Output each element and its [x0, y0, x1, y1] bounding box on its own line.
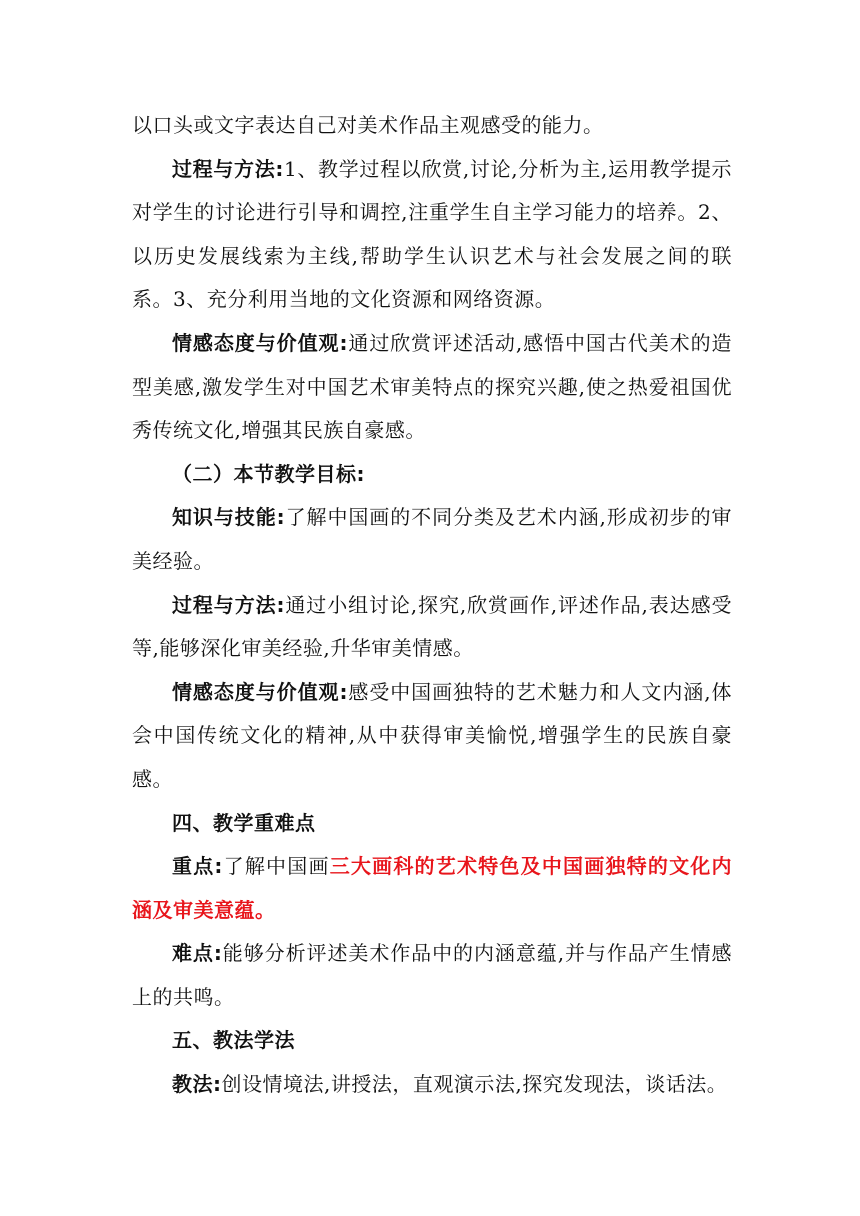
section-knowledge-text: 了解中国画的不同分类及艺术内涵,形成初步的审美经验。: [132, 505, 732, 573]
methods-heading-text: 五、教法学法: [172, 1028, 295, 1053]
section-process-paragraph: [132, 584, 732, 671]
section-goals-heading: [132, 453, 732, 497]
methods-heading: [132, 1019, 732, 1063]
focus-label: 重点:: [172, 854, 223, 879]
focus-text: 了解中国画: [222, 854, 330, 879]
section-emotion-text: 感受中国画独特的艺术魅力和人文内涵,体会中国传统文化的精神,从中获得审美愉悦,增强学生的民族自豪感。: [132, 679, 733, 791]
intro-text: 以口头或文字表达自己对美术作品主观感受的能力。: [132, 113, 604, 137]
section-emotion-label: 情感态度与价值观:: [172, 679, 348, 704]
course-process-label: 过程与方法:: [172, 156, 284, 181]
focus-highlight-text: 三大画科的艺术特色及中国画独特的文化内涵及审美意蕴。: [132, 854, 733, 922]
document-body: [132, 104, 732, 1107]
teaching-method-text: 创设情境法,讲授法，直观演示法,探究发现法，谈话法。: [221, 1072, 728, 1097]
focus-paragraph: [132, 845, 732, 932]
teaching-method-paragraph: [132, 1063, 732, 1107]
section-process-label: 过程与方法:: [172, 592, 285, 617]
section-goals-heading-text: （二）本节教学目标:: [172, 461, 365, 486]
course-process-text: 1、教学过程以欣赏,讨论,分析为主,运用教学提示对学生的讨论进行引导和调控,注重学生自主学习能力的培养。2、以历史发展线索为主线,帮助学生认识艺术与社会发展之间的联系。3、充分利用当地的文化资源和网络资源。: [132, 156, 733, 312]
course-emotion-label: 情感态度与价值观:: [172, 330, 348, 355]
intro-paragraph: [132, 104, 732, 148]
course-process-paragraph: [132, 148, 732, 322]
section-knowledge-paragraph: [132, 496, 732, 583]
difficulty-text: 能够分析评述美术作品中的内涵意蕴,并与作品产生情感上的共鸣。: [132, 941, 733, 1009]
course-emotion-text: 通过欣赏评述活动,感悟中国古代美术的造型美感,激发学生对中国艺术审美特点的探究兴趣,使之热爱祖国优秀传统文化,增强其民族自豪感。: [132, 330, 733, 443]
section-process-text: 通过小组讨论,探究,欣赏画作,评述作品,表达感受等,能够深化审美经验,升华审美情感。: [132, 592, 732, 661]
difficulty-paragraph: [132, 932, 732, 1019]
section-emotion-paragraph: [132, 671, 732, 802]
difficulty-label: 难点:: [172, 941, 223, 966]
course-emotion-paragraph: [132, 322, 732, 453]
section-knowledge-label: 知识与技能:: [172, 505, 286, 530]
teaching-method-label: 教法:: [172, 1072, 222, 1097]
key-points-heading: [132, 802, 732, 846]
key-points-heading-text: 四、教学重难点: [172, 810, 316, 835]
